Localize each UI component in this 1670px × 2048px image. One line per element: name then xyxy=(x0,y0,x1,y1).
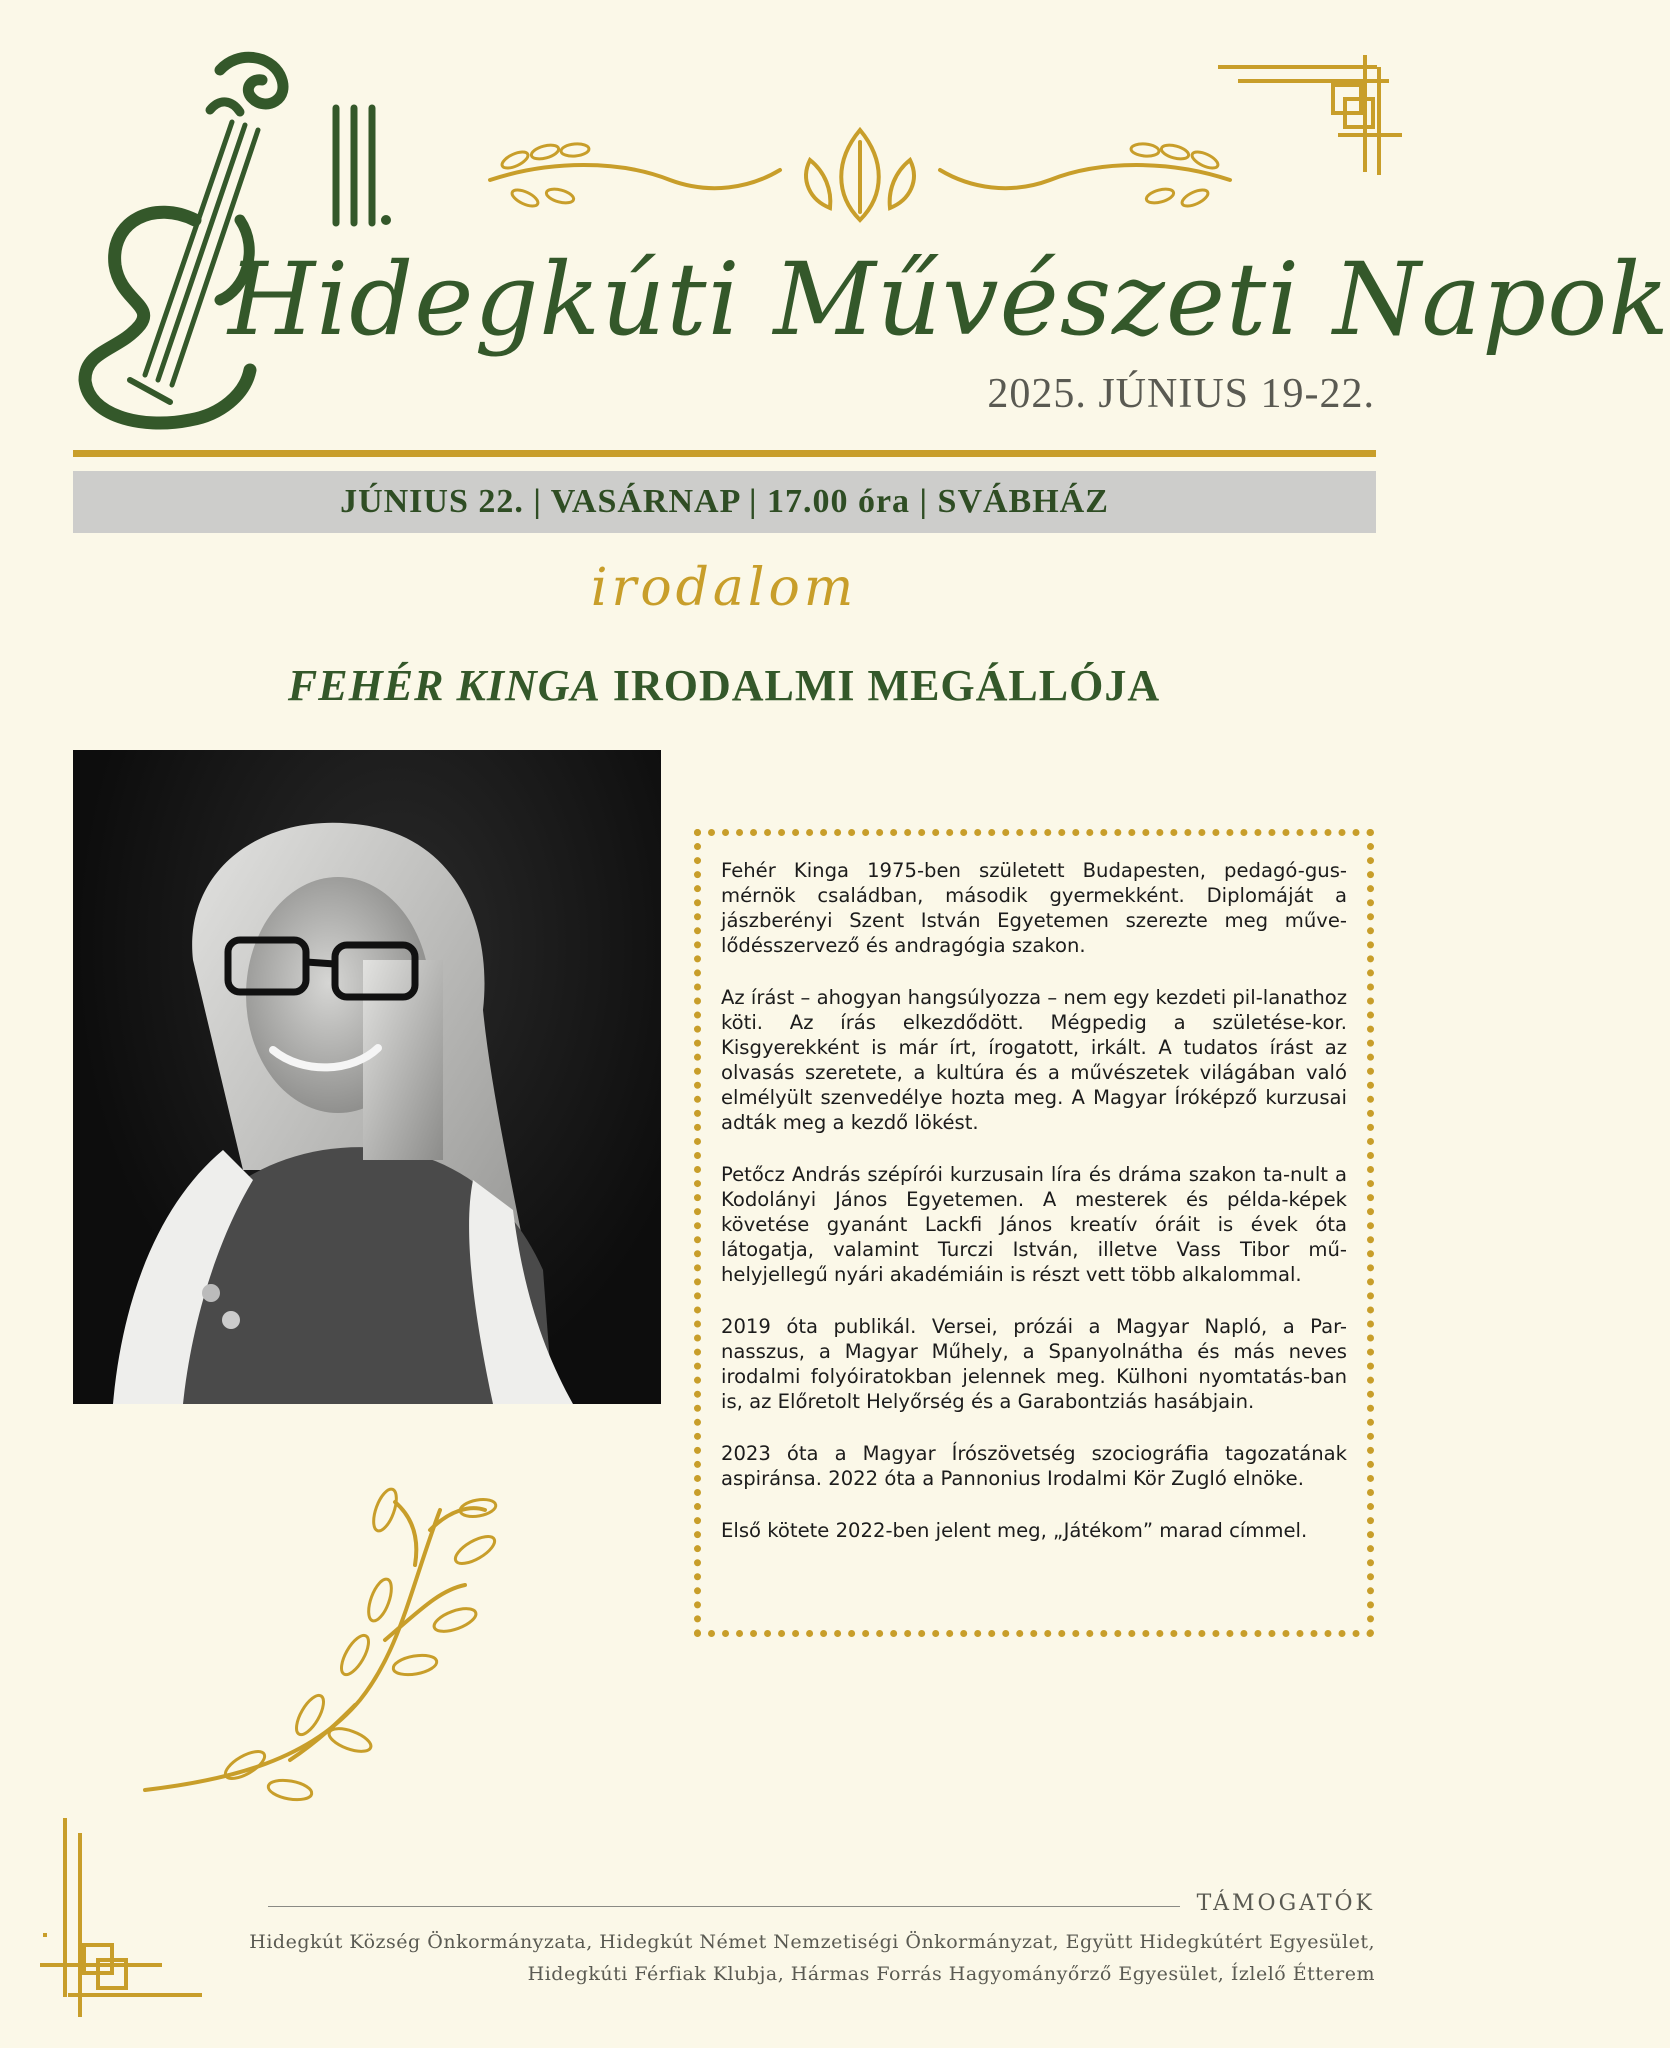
author-portrait xyxy=(73,750,661,1404)
bio-paragraph: Fehér Kinga 1975-ben született Budapesten, pedagó-gus-mérnök családban, második gyermekként. Diplomáját a jászberényi Szent István Egyetemen szerezte meg műve-lődésszervező és andragógia szakon. xyxy=(721,859,1347,957)
event-details-bar: JÚNIUS 22. | VASÁRNAP | 17.00 óra | SVÁBHÁZ xyxy=(73,471,1376,533)
divider-rule xyxy=(73,450,1376,457)
author-bio xyxy=(694,829,1374,1637)
headline-rest: IRODALMI MEGÁLLÓJA xyxy=(600,661,1161,710)
corner-frame-icon xyxy=(1215,55,1405,175)
event-headline xyxy=(0,660,1448,711)
sponsors-label: TÁMOGATÓK xyxy=(1196,1891,1375,1916)
author-name: FEHÉR KINGA xyxy=(287,661,601,710)
sponsors-list xyxy=(225,1926,1375,1990)
olive-branch-icon xyxy=(140,1490,500,1800)
portrait-illustration xyxy=(73,750,661,1404)
bio-paragraph: Az írást – ahogyan hangsúlyozza – nem egy kezdeti pil-lanathoz köti. Az írás elkezdődött. Mégpedig a születése-kor. Kisgyerekként is már írt, írogatott, irkált. A tudatos írást az olvasás szeretete, a kultúra és a művészetek világában való elmélyült szenvedélye hozta meg. A Magyar Íróképző kurzusai adták meg a kezdő lökést. xyxy=(721,986,1348,1134)
edition-numeral xyxy=(326,98,396,238)
bio-paragraph: Első kötete 2022-ben jelent meg, „Játékom” marad címmel. xyxy=(721,1519,1308,1542)
bio-paragraph: Petőcz András szépírói kurzusain líra és dráma szakon ta-nult a Kodolányi János Egyetemen. A mesterek és példa-képek követése gyanánt Lackfi János kreatív óráit is évek óta látogatja, valamint Turczi István, illetve Vass Tibor mű-helyjellegű nyári akadémiáin is részt vett több alkalommal. xyxy=(721,1163,1347,1286)
laurel-branch-icon xyxy=(470,120,1250,230)
sponsors-line: Hidegkúti Férfiak Klubja, Hármas Forrás Hagyományőrző Egyesület, Ízlelő Étterem xyxy=(527,1963,1375,1985)
sponsors-line: Hidegkút Község Önkormányzata, Hidegkút Német Nemzetiségi Önkormányzat, Együtt Hidegkútért Egyesület, xyxy=(249,1931,1375,1953)
sponsor-divider xyxy=(268,1906,1180,1907)
violin-logo-icon xyxy=(70,50,310,430)
festival-dates: 2025. JÚNIUS 19-22. xyxy=(987,371,1375,417)
corner-frame-icon xyxy=(40,1815,210,2025)
event-category: irodalom xyxy=(590,558,858,618)
svg-text:III.: III. xyxy=(326,98,328,99)
bio-paragraph: 2023 óta a Magyar Írószövetség szociográfia tagozatának aspiránsa. 2022 óta a Pannonius Irodalmi Kör Zugló elnöke. xyxy=(721,1442,1347,1490)
bio-paragraph: 2019 óta publikál. Versei, prózái a Magyar Napló, a Par-nasszus, a Magyar Műhely, a Spanyolnátha és más neves irodalmi folyóiratokban jelennek meg. Külhoni nyomtatás-ban is, az Előretolt Helyőrség és a Garabontziás hasábjain. xyxy=(721,1315,1347,1413)
festival-title: Hidegkúti Művészeti Napok xyxy=(228,241,1670,358)
